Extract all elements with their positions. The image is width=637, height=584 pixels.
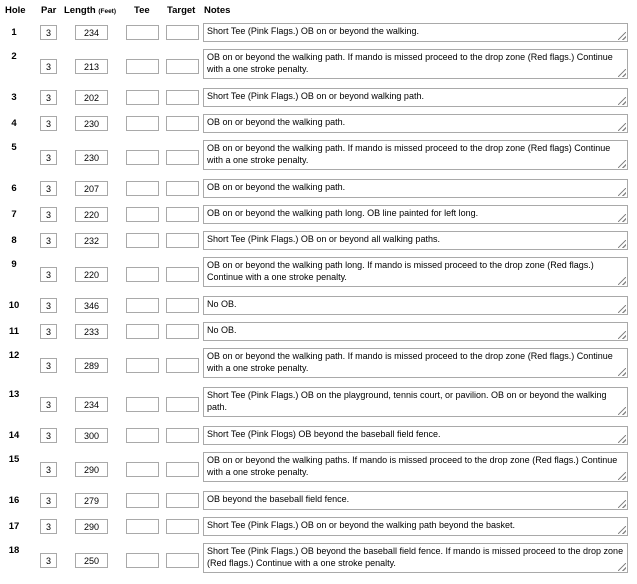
resize-grip-icon[interactable] bbox=[618, 331, 626, 339]
notes-textarea[interactable] bbox=[203, 348, 628, 378]
par-input[interactable] bbox=[40, 519, 57, 534]
target-input[interactable] bbox=[166, 298, 199, 313]
notes-text: OB on or beyond the walking path. If mando is missed proceed to the drop zone (Red flags.) Continue with a one stroke penalty. bbox=[207, 52, 613, 74]
tee-input[interactable] bbox=[126, 298, 159, 313]
target-input[interactable] bbox=[166, 493, 199, 508]
hole-number: 17 bbox=[8, 521, 20, 532]
hole-row bbox=[0, 348, 637, 378]
length-input[interactable] bbox=[75, 519, 108, 534]
target-input[interactable] bbox=[166, 428, 199, 443]
notes-text: Short Tee (Pink Flags.) OB on or beyond all walking paths. bbox=[207, 234, 440, 244]
hole-number: 10 bbox=[8, 300, 20, 311]
notes-textarea[interactable] bbox=[203, 114, 628, 133]
notes-textarea[interactable] bbox=[203, 140, 628, 170]
hole-number: 15 bbox=[8, 454, 20, 465]
par-input[interactable] bbox=[40, 397, 57, 412]
notes-text: OB on or beyond the walking path. bbox=[207, 182, 346, 192]
hole-number: 2 bbox=[11, 51, 17, 62]
length-input[interactable] bbox=[75, 150, 108, 165]
par-input[interactable] bbox=[40, 207, 57, 222]
tee-input[interactable] bbox=[126, 207, 159, 222]
hole-number: 12 bbox=[8, 350, 20, 361]
hole-row bbox=[0, 322, 637, 341]
length-input[interactable] bbox=[75, 553, 108, 568]
tee-input[interactable] bbox=[126, 462, 159, 477]
length-input[interactable] bbox=[75, 233, 108, 248]
header-hole: Hole bbox=[5, 5, 26, 16]
par-input[interactable] bbox=[40, 181, 57, 196]
notes-textarea[interactable] bbox=[203, 88, 628, 107]
hole-row bbox=[0, 23, 637, 42]
par-input[interactable] bbox=[40, 324, 57, 339]
target-input[interactable] bbox=[166, 59, 199, 74]
resize-grip-icon[interactable] bbox=[618, 500, 626, 508]
hole-row bbox=[0, 296, 637, 315]
tee-input[interactable] bbox=[126, 553, 159, 568]
length-input[interactable] bbox=[75, 267, 108, 282]
target-input[interactable] bbox=[166, 150, 199, 165]
hole-number: 5 bbox=[11, 142, 17, 153]
hole-row bbox=[0, 49, 637, 79]
tee-input[interactable] bbox=[126, 324, 159, 339]
hole-number: 4 bbox=[11, 118, 17, 129]
hole-number: 9 bbox=[11, 259, 17, 270]
resize-grip-icon[interactable] bbox=[618, 240, 626, 248]
par-input[interactable] bbox=[40, 267, 57, 282]
target-input[interactable] bbox=[166, 181, 199, 196]
target-input[interactable] bbox=[166, 267, 199, 282]
header-par: Par bbox=[41, 5, 57, 16]
tee-input[interactable] bbox=[126, 90, 159, 105]
hole-row bbox=[0, 426, 637, 445]
resize-grip-icon[interactable] bbox=[618, 526, 626, 534]
header-tee: Tee bbox=[134, 5, 150, 16]
par-input[interactable] bbox=[40, 25, 57, 40]
resize-grip-icon[interactable] bbox=[618, 368, 626, 376]
notes-text: OB on or beyond the walking paths. If mando is missed proceed to the drop zone (Red flags.) Continue with a one stroke penalty. bbox=[207, 455, 618, 477]
target-input[interactable] bbox=[166, 519, 199, 534]
hole-row bbox=[0, 205, 637, 224]
resize-grip-icon[interactable] bbox=[618, 472, 626, 480]
tee-input[interactable] bbox=[126, 358, 159, 373]
target-input[interactable] bbox=[166, 116, 199, 131]
resize-grip-icon[interactable] bbox=[618, 32, 626, 40]
tee-input[interactable] bbox=[126, 181, 159, 196]
notes-textarea[interactable] bbox=[203, 491, 628, 510]
notes-textarea[interactable] bbox=[203, 23, 628, 42]
resize-grip-icon[interactable] bbox=[618, 69, 626, 77]
notes-text: No OB. bbox=[207, 299, 237, 309]
notes-textarea[interactable] bbox=[203, 517, 628, 536]
header-length-unit: (Feet) bbox=[98, 8, 117, 15]
hole-row bbox=[0, 114, 637, 133]
hole-number: 16 bbox=[8, 495, 20, 506]
par-input[interactable] bbox=[40, 59, 57, 74]
length-input[interactable] bbox=[75, 116, 108, 131]
notes-textarea[interactable] bbox=[203, 426, 628, 445]
length-input[interactable] bbox=[75, 493, 108, 508]
resize-grip-icon[interactable] bbox=[618, 277, 626, 285]
length-input[interactable] bbox=[75, 428, 108, 443]
hole-number: 13 bbox=[8, 389, 20, 400]
hole-row bbox=[0, 452, 637, 482]
hole-number: 3 bbox=[11, 92, 17, 103]
target-input[interactable] bbox=[166, 90, 199, 105]
header-target: Target bbox=[167, 5, 196, 16]
tee-input[interactable] bbox=[126, 267, 159, 282]
notes-text: OB on or beyond the walking path. If mando is missed proceed to the drop zone (Red flags.) Continue with a one stroke penalty. bbox=[207, 351, 613, 373]
length-input[interactable] bbox=[75, 397, 108, 412]
resize-grip-icon[interactable] bbox=[618, 407, 626, 415]
resize-grip-icon[interactable] bbox=[618, 305, 626, 313]
notes-text: OB on or beyond the walking path long. If mando is missed proceed to the drop zone (Red flags.) Continue with a one stroke penalty. bbox=[207, 260, 594, 282]
par-input[interactable] bbox=[40, 233, 57, 248]
par-input[interactable] bbox=[40, 150, 57, 165]
hole-number: 6 bbox=[11, 183, 17, 194]
resize-grip-icon[interactable] bbox=[618, 123, 626, 131]
resize-grip-icon[interactable] bbox=[618, 97, 626, 105]
notes-text: Short Tee (Pink Flags.) OB on or beyond the walking. bbox=[207, 26, 419, 36]
header-notes: Notes bbox=[204, 5, 231, 16]
hole-row bbox=[0, 179, 637, 198]
hole-row bbox=[0, 387, 637, 417]
header-length-label: Length bbox=[64, 5, 96, 16]
hole-row bbox=[0, 543, 637, 573]
notes-textarea[interactable] bbox=[203, 296, 628, 315]
hole-number: 8 bbox=[11, 235, 17, 246]
par-input[interactable] bbox=[40, 553, 57, 568]
target-input[interactable] bbox=[166, 324, 199, 339]
hole-row bbox=[0, 231, 637, 250]
hole-row bbox=[0, 88, 637, 107]
notes-text: OB beyond the baseball field fence. bbox=[207, 494, 350, 504]
hole-row bbox=[0, 517, 637, 536]
tee-input[interactable] bbox=[126, 493, 159, 508]
notes-textarea[interactable] bbox=[203, 179, 628, 198]
par-input[interactable] bbox=[40, 116, 57, 131]
resize-grip-icon[interactable] bbox=[618, 160, 626, 168]
tee-input[interactable] bbox=[126, 519, 159, 534]
length-input[interactable] bbox=[75, 59, 108, 74]
notes-textarea[interactable] bbox=[203, 543, 628, 573]
notes-textarea[interactable] bbox=[203, 387, 628, 417]
notes-textarea[interactable] bbox=[203, 322, 628, 341]
resize-grip-icon[interactable] bbox=[618, 188, 626, 196]
notes-text: OB on or beyond the walking path long. OB line painted for left long. bbox=[207, 208, 479, 218]
target-input[interactable] bbox=[166, 462, 199, 477]
resize-grip-icon[interactable] bbox=[618, 435, 626, 443]
hole-row bbox=[0, 257, 637, 287]
notes-textarea[interactable] bbox=[203, 205, 628, 224]
length-input[interactable] bbox=[75, 358, 108, 373]
length-input[interactable] bbox=[75, 324, 108, 339]
hole-number: 11 bbox=[8, 326, 20, 337]
notes-text: Short Tee (Pink Flags.) OB on or beyond the walking path beyond the basket. bbox=[207, 520, 516, 530]
target-input[interactable] bbox=[166, 207, 199, 222]
tee-input[interactable] bbox=[126, 397, 159, 412]
tee-input[interactable] bbox=[126, 428, 159, 443]
hole-row bbox=[0, 491, 637, 510]
notes-text: Short Tee (Pink Flags.) OB on or beyond walking path. bbox=[207, 91, 424, 101]
par-input[interactable] bbox=[40, 462, 57, 477]
length-input[interactable] bbox=[75, 25, 108, 40]
target-input[interactable] bbox=[166, 397, 199, 412]
tee-input[interactable] bbox=[126, 233, 159, 248]
notes-textarea[interactable] bbox=[203, 452, 628, 482]
target-input[interactable] bbox=[166, 358, 199, 373]
notes-text: Short Tee (Pink Flags.) OB on the playground, tennis court, or pavilion. OB on or beyond the walking path. bbox=[207, 390, 607, 412]
tee-input[interactable] bbox=[126, 59, 159, 74]
notes-text: Short Tee (Pink Flogs) OB beyond the baseball field fence. bbox=[207, 429, 441, 439]
par-input[interactable] bbox=[40, 493, 57, 508]
length-input[interactable] bbox=[75, 181, 108, 196]
tee-input[interactable] bbox=[126, 25, 159, 40]
target-input[interactable] bbox=[166, 553, 199, 568]
hole-number: 14 bbox=[8, 430, 20, 441]
length-input[interactable] bbox=[75, 90, 108, 105]
target-input[interactable] bbox=[166, 25, 199, 40]
resize-grip-icon[interactable] bbox=[618, 214, 626, 222]
notes-textarea[interactable] bbox=[203, 231, 628, 250]
notes-textarea[interactable] bbox=[203, 257, 628, 287]
tee-input[interactable] bbox=[126, 150, 159, 165]
length-input[interactable] bbox=[75, 462, 108, 477]
par-input[interactable] bbox=[40, 298, 57, 313]
par-input[interactable] bbox=[40, 358, 57, 373]
notes-text: OB on or beyond the walking path. bbox=[207, 117, 346, 127]
length-input[interactable] bbox=[75, 298, 108, 313]
header-length bbox=[64, 5, 116, 16]
target-input[interactable] bbox=[166, 233, 199, 248]
hole-number: 1 bbox=[11, 27, 17, 38]
par-input[interactable] bbox=[40, 90, 57, 105]
tee-input[interactable] bbox=[126, 116, 159, 131]
hole-number: 18 bbox=[8, 545, 20, 556]
notes-textarea[interactable] bbox=[203, 49, 628, 79]
par-input[interactable] bbox=[40, 428, 57, 443]
hole-row bbox=[0, 140, 637, 170]
hole-number: 7 bbox=[11, 209, 17, 220]
notes-text: Short Tee (Pink Flags.) OB beyond the baseball field fence. If mando is missed proceed to the drop zone (Red flags.) Continue with a one stroke penalty. bbox=[207, 546, 624, 568]
resize-grip-icon[interactable] bbox=[618, 563, 626, 571]
notes-text: No OB. bbox=[207, 325, 237, 335]
length-input[interactable] bbox=[75, 207, 108, 222]
notes-text: OB on or beyond the walking path. If mando is missed proceed to the drop zone (Red flags) Continue with a one stroke penalty. bbox=[207, 143, 611, 165]
